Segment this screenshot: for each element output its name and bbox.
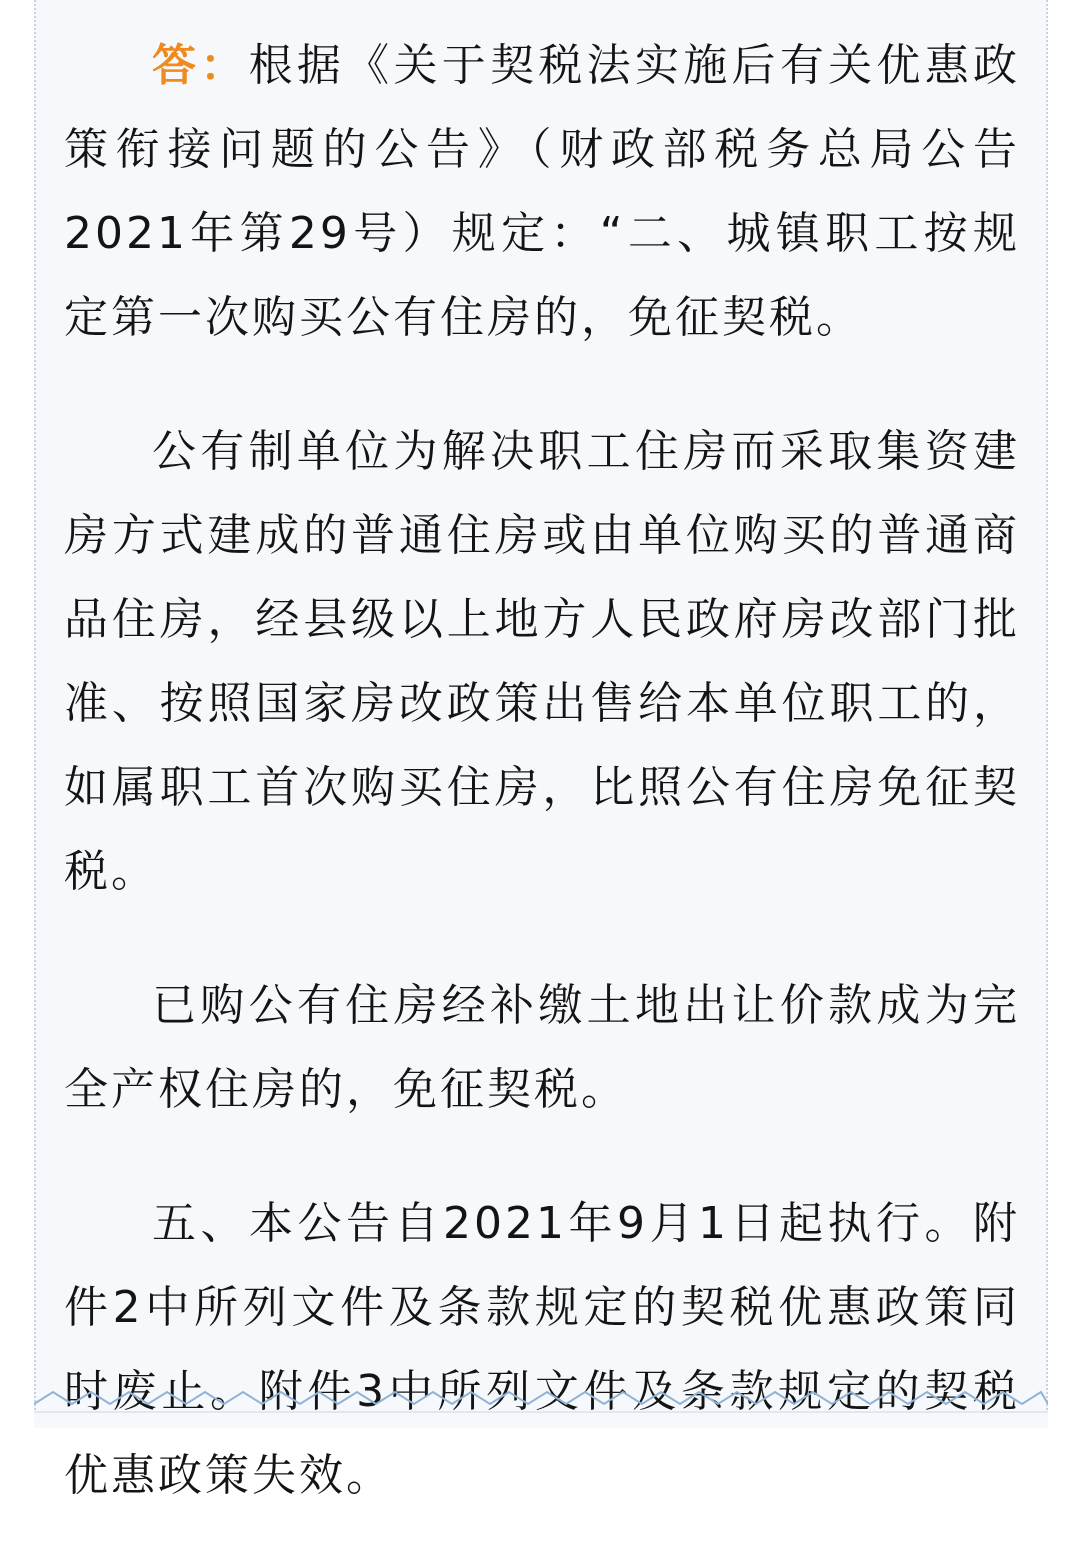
answer-paragraph-4: 五、本公告自2021年9月1日起执行。附件2中所列文件及条款规定的契税优惠政策同时废止。附件3中所列文件及条款规定的契税优惠政策失效。 (64, 1182, 1020, 1518)
answer-body (64, 24, 1020, 1568)
paragraph-1-text: 根据《关于契税法实施后有关优惠政策衔接问题的公告》（财政部税务总局公告2021年第29号）规定：“二、城镇职工按规定第一次购买公有住房的，免征契税。 (64, 40, 1020, 343)
card-right-border (1046, 0, 1048, 1410)
card-left-border (34, 0, 36, 1410)
answer-paragraph-2: 公有制单位为解决职工住房而采取集资建房方式建成的普通住房或由单位购买的普通商品住房，经县级以上地方人民政府房改部门批准、按照国家房改政策出售给本单位职工的，如属职工首次购买住房，比照公有住房免征契税。 (64, 410, 1020, 914)
answer-paragraph-1 (64, 24, 1020, 360)
answer-label: 答： (152, 40, 249, 91)
wavy-bottom-border (34, 1380, 1048, 1420)
answer-paragraph-3: 已购公有住房经补缴土地出让价款成为完全产权住房的，免征契税。 (64, 964, 1020, 1132)
